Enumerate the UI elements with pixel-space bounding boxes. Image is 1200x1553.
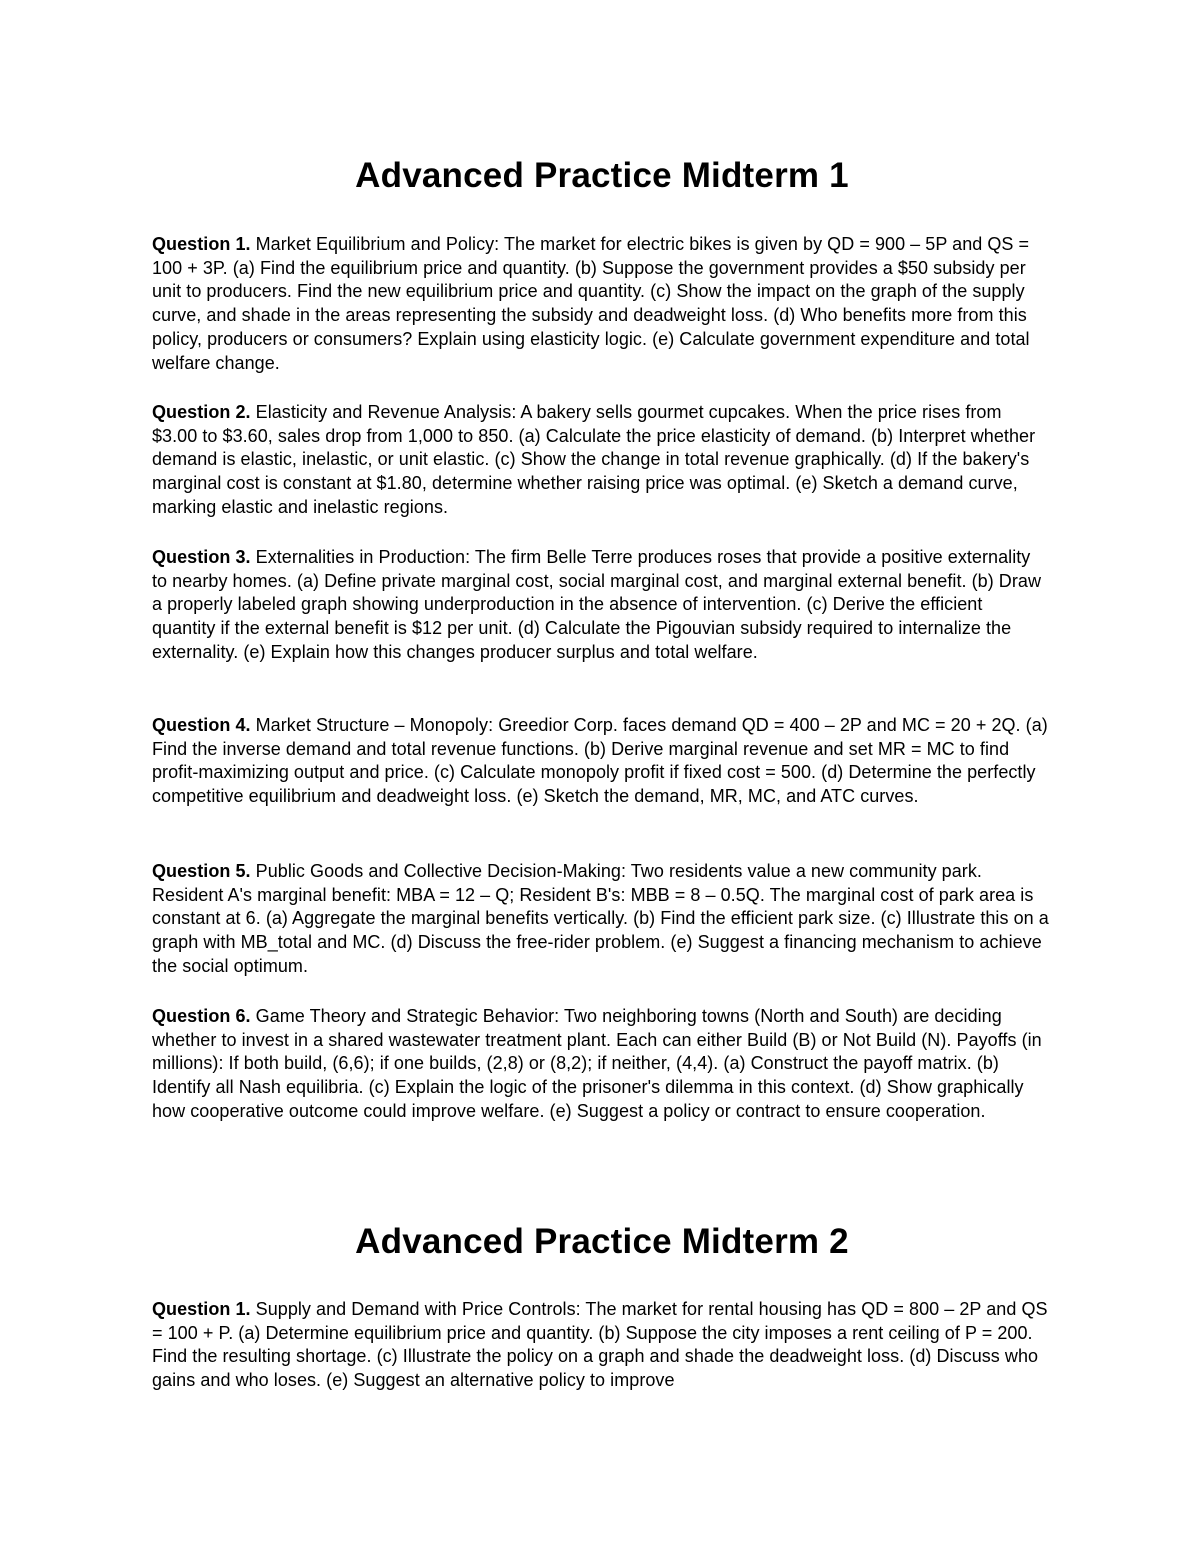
question-label: Question 5. xyxy=(152,861,251,881)
question-label: Question 1. xyxy=(152,1299,251,1319)
midterm-1-question-4 xyxy=(152,714,1050,809)
question-text: Public Goods and Collective Decision-Making: Two residents value a new community park. Resident A's marginal benefit: MBA = 12 – Q; Resident B's: MBB = 8 – 0.5Q. The marginal cost of park area is constant at 6. (a) Aggregate the marginal benefits vertically. (b) Find the efficient park size. (c) Illustrate this on a graph with MB_total and MC. (d) Discuss the free-rider problem. (e) Suggest a financing mechanism to achieve the social optimum. xyxy=(152,861,1049,976)
question-text: Market Equilibrium and Policy: The market for electric bikes is given by QD = 900 – 5P and QS = 100 + 3P. (a) Find the equilibrium price and quantity. (b) Suppose the government provides a $50 subsidy per unit to producers. Find the new equilibrium price and quantity. (c) Show the impact on the graph of the supply curve, and shade in the areas representing the subsidy and deadweight loss. (d) Who benefits more from this policy, producers or consumers? Explain using elasticity logic. (e) Calculate government expenditure and total welfare change. xyxy=(152,234,1030,373)
midterm-1-question-2 xyxy=(152,401,1050,520)
question-label: Question 2. xyxy=(152,402,251,422)
question-text: Game Theory and Strategic Behavior: Two neighboring towns (North and South) are deciding whether to invest in a shared wastewater treatment plant. Each can either Build (B) or Not Build (N). Payoffs (in millions): If both build, (6,6); if one builds, (2,8) or (8,2); if neither, (4,4). (a) Construct the payoff matrix. (b) Identify all Nash equilibria. (c) Explain the logic of the prisoner's dilemma in this context. (d) Show graphically how cooperative outcome could improve welfare. (e) Suggest a policy or contract to ensure cooperation. xyxy=(152,1006,1042,1121)
question-text: Market Structure – Monopoly: Greedior Corp. faces demand QD = 400 – 2P and MC = 20 + 2Q. (a) Find the inverse demand and total revenue functions. (b) Derive marginal revenue and set MR = MC to find profit-maximizing output and price. (c) Calculate monopoly profit if fixed cost = 500. (d) Determine the perfectly competitive equilibrium and deadweight loss. (e) Sketch the demand, MR, MC, and ATC curves. xyxy=(152,715,1048,807)
question-text: Supply and Demand with Price Controls: The market for rental housing has QD = 800 – 2P and QS = 100 + P. (a) Determine equilibrium price and quantity. (b) Suppose the city imposes a rent ceiling of P = 200. Find the resulting shortage. (c) Illustrate the policy on a graph and shade the deadweight loss. (d) Discuss who gains and who loses. (e) Suggest an alternative policy to improve xyxy=(152,1299,1048,1391)
midterm-2-title: Advanced Practice Midterm 2 xyxy=(355,1222,849,1261)
midterm-1-question-3 xyxy=(152,546,1050,665)
question-text: Externalities in Production: The firm Belle Terre produces roses that provide a positive externality to nearby homes. (a) Define private marginal cost, social marginal cost, and marginal external benefit. (b) Draw a properly labeled graph showing underproduction in the absence of intervention. (c) Derive the efficient quantity if the external benefit is $12 per unit. (d) Calculate the Pigouvian subsidy required to internalize the externality. (e) Explain how this changes producer surplus and total welfare. xyxy=(152,547,1041,662)
midterm-2-question-1 xyxy=(152,1298,1050,1393)
question-label: Question 4. xyxy=(152,715,251,735)
question-label: Question 1. xyxy=(152,234,251,254)
question-text: Elasticity and Revenue Analysis: A bakery sells gourmet cupcakes. When the price rises from $3.00 to $3.60, sales drop from 1,000 to 850. (a) Calculate the price elasticity of demand. (b) Interpret whether demand is elastic, inelastic, or unit elastic. (c) Show the change in total revenue graphically. (d) If the bakery's marginal cost is constant at $1.80, determine whether raising price was optimal. (e) Sketch a demand curve, marking elastic and inelastic regions. xyxy=(152,402,1036,517)
midterm-1-question-1 xyxy=(152,233,1050,375)
midterm-1-question-6 xyxy=(152,1005,1050,1124)
midterm-1-question-5 xyxy=(152,860,1050,979)
question-label: Question 3. xyxy=(152,547,251,567)
midterm-1-title: Advanced Practice Midterm 1 xyxy=(355,156,849,195)
question-label: Question 6. xyxy=(152,1006,251,1026)
